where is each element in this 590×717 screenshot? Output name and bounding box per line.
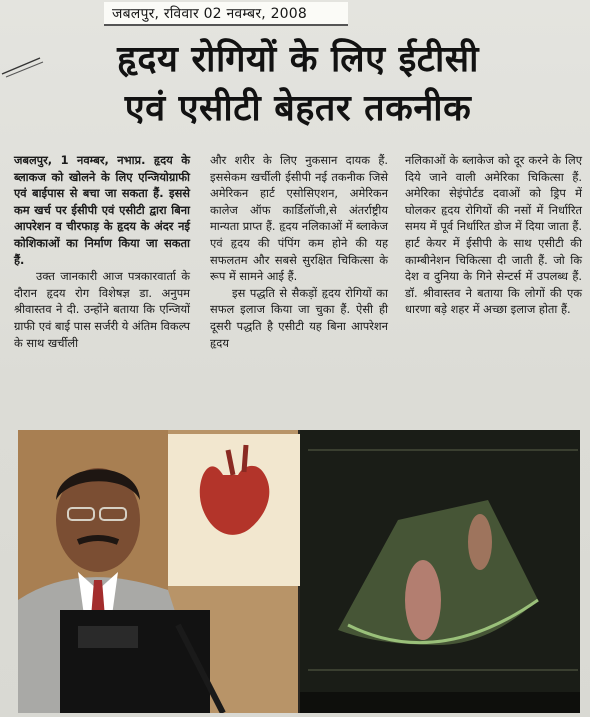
article-column-3 bbox=[405, 152, 582, 318]
dateline: जबलपुर, रविवार 02 नवम्बर, 2008 bbox=[104, 2, 348, 26]
headline-line-1: हृदय रोगियों के लिए ईटीसी bbox=[117, 39, 479, 80]
article-paragraph: नलिकाओं के ब्लाकेज को दूर करने के लिए दिये जाने वाली अमेरिका चिकित्सा हैं. अमेरिका सेइंपोर्टड दवाओं को ड्रिप में घोलकर हृदय रोगियों की नसों में निर्धारित समय में पूर्व निर्धारित डोज में दिया जाता हैं. हार्ट केयर में ईसीपी के साथ एसीटी की काम्बीनेशन चिकित्सा दी जाती हैं. जो कि देश व दुनिया के गिने सेन्टर्स में उपलब्ध हैं. डॉ. श्रीवास्तव ने बताया कि लोगों की एक धारणा बड़े शहर में अच्छा इलाज होता हैं. bbox=[405, 153, 582, 317]
article-column-1 bbox=[14, 152, 190, 351]
photo-illustration bbox=[18, 430, 580, 713]
article-paragraph: और शरीर के लिए नुकसान दायक हैं. इससेकम खर्चीली ईसीपी नई तकनीक जिसे अमेरिकन हार्ट एसोसिएशन, अमेरिकन कालेज ऑफ कार्डिलॉजी,से अंतर्राष्ट्रीय मान्यता प्राप्त हैं. हृदय नलिकाओं में ब्लाकेज एवं हृदय की पंपिंग कम होने की यह सफलतम और सबसे सुरक्षित चिकित्सा के रूप में सामने आई हैं. bbox=[210, 153, 388, 284]
article-column-2 bbox=[210, 152, 388, 351]
article-lead: जबलपुर, 1 नवम्बर, नभाप्र. हृदय के ब्लाकज को खोलने के लिए एन्जियोग्राफी एवं बाईपास से बचा जा सकता हैं. इससे कम खर्च पर ईसीपी एवं एसीटी द्वारा बिना आपरेशन व चीरफाड़ के हृदय के अंदर नई कोशिकाओं का निर्माण किया जा सकता हैं. bbox=[14, 153, 190, 267]
news-photo bbox=[18, 430, 580, 713]
article-paragraph: उक्त जानकारी आज पत्रकारवार्ता के दौरान हृदय रोग विशेषज्ञ डा. अनुपम श्रीवास्तव ने दी. उन्होंने बताया कि एन्जियों ग्राफी एवं बाई पास सर्जरी ये अंतिम विकल्प के साथ खर्चीली bbox=[14, 269, 190, 350]
article-paragraph: इस पद्धति से सैकड़ों हृदय रोगियों का सफल इलाज किया जा चुका हैं. ऐसी ही दूसरी पद्धति है एसीटी यह बिना आपरेशन हृदय bbox=[210, 285, 388, 350]
ultrasound-blob bbox=[405, 560, 441, 640]
laptop bbox=[60, 610, 210, 713]
headline bbox=[18, 36, 578, 134]
headline-line-2: एवं एसीटी बेहतर तकनीक bbox=[124, 88, 472, 129]
